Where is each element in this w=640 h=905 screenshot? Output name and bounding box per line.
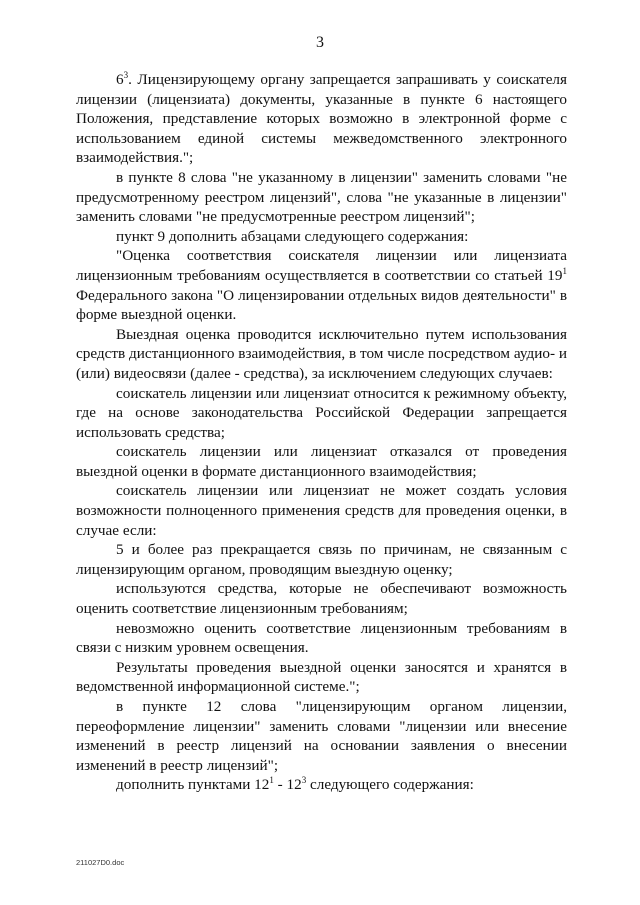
document-body [76,70,567,795]
paragraph-case-lighting: невозможно оценить соответствие лицензионным требованиям в связи с низким уровнем освещения. [76,619,567,657]
paragraph-results: Результаты проведения выездной оценки заносятся и хранятся в ведомственной информационной системе."; [76,658,567,696]
superscript: 1 [562,265,567,276]
file-name-footer: 211027D0.doc [76,858,125,867]
paragraph-case-refused: соискатель лицензии или лицензиат отказался от проведения выездной оценки в формате дистанционного взаимодействия; [76,443,567,480]
paragraph-point-12: в пункте 12 слова "лицензирующим органом лицензии, переоформление лицензии" заменить словами "лицензии или внесение изменений в реестр лицензий на основании заявления о внесении изменений в реестр лицензий"; [76,698,567,774]
paragraph-point-8: в пункте 8 слова "не указанному в лицензии" заменить словами "не предусмотренному реестром лицензий", слова "не указанные в лицензии" заменить словами "не предусмотренные реестром лицензий"; [76,168,567,226]
paragraph-item-6-3: $6^3$. Лицензирующему органу запрещается запрашивать у соискателя лицензии (лицензиата) документы, указанные в пункте 6 настоящего Положения, представление которых возможно в электронной форме с использованием единой системы межведомственного электронного взаимодействия."; [76,70,567,167]
page-number: 3 [316,34,324,51]
paragraph-point-9: пункт 9 дополнить абзацами следующего содержания: [116,227,469,245]
paragraph-add-points: дополнить пунктами $12^1 - 12^3$ следующего содержания: [116,775,474,794]
superscript: 1 [269,775,274,786]
paragraph-assessment: "Оценка соответствия соискателя лицензии или лицензиата лицензионным требованиям осуществляется в соответствии со статьей $19^1$ Федерального закона "О лицензировании отдельных видов деятельности" в форме выездной оценки. [76,247,567,324]
superscript: 3 [301,775,307,786]
paragraph-case-means: используются средства, которые не обеспечивают возможность оценить соответствие лицензионным требованиям; [76,580,567,618]
paragraph-case-connection: 5 и более раз прекращается связь по причинам, не связанным с лицензирующим органом, проводящим выездную оценку; [76,541,567,578]
superscript: 3 [123,70,129,80]
paragraph-case-conditions: соискатель лицензии или лицензиат не может создать условия возможности полноценного применения средств для проведения оценки, в случае если: [76,482,567,539]
paragraph-remote-assessment: Выездная оценка проводится исключительно путем использования средств дистанционного взаимодействия, в том числе посредством аудио- и (или) видеосвязи (далее - средства), за исключением следующих случаев: [76,325,567,382]
paragraph-case-regime: соискатель лицензии или лицензиат относится к режимному объекту, где на основе законодательства Российской Федерации запрещается использовать средства; [76,384,567,441]
